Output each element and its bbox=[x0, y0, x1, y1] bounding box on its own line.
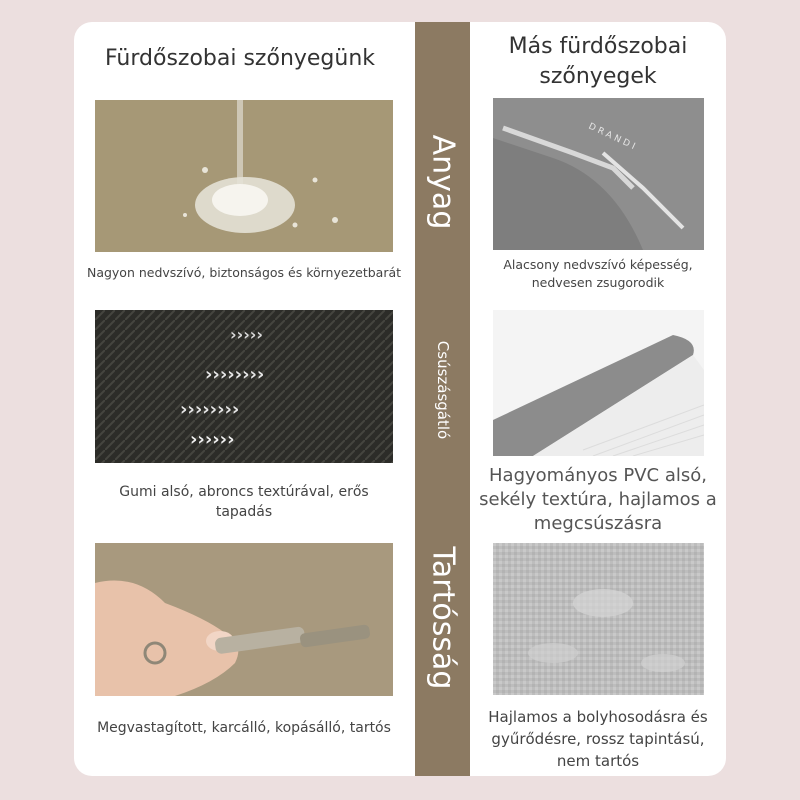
caption-others-durability: Hajlamos a bolyhosodásra és gyűrődésre, rossz tapintású, nem tartós bbox=[488, 708, 708, 770]
pilled-fabric-photo bbox=[493, 543, 704, 695]
pvc-backing-photo bbox=[493, 310, 704, 456]
heading-other-mats: Más fürdőszobai szőnyegek bbox=[508, 34, 688, 89]
water-drop-photo bbox=[95, 100, 393, 252]
category-durability: Tartósság bbox=[425, 546, 460, 690]
caption-ours-anti-slip: Gumi alsó, abroncs textúrával, erős tapadás bbox=[119, 484, 369, 520]
category-material: Anyag bbox=[425, 134, 460, 230]
svg-text:›››››: ››››› bbox=[230, 325, 263, 344]
caption-ours-durability: Megvastagított, karcálló, kopásálló, tartós bbox=[97, 720, 391, 736]
caption-ours-material: Nagyon nedvszívó, biztonságos és környezetbarát bbox=[86, 265, 402, 280]
category-bar bbox=[415, 22, 470, 776]
svg-text:››››››: ›››››› bbox=[190, 429, 235, 450]
gray-mat-folded-photo bbox=[493, 98, 704, 250]
category-anti-slip: Csúszásgátló bbox=[433, 340, 452, 440]
svg-text:DRANDI: DRANDI bbox=[586, 121, 640, 154]
caption-others-anti-slip: Hagyományos PVC alsó, sekély textúra, hajlamos a megcsúszásra bbox=[479, 465, 717, 534]
svg-text:››››››››: ›››››››› bbox=[180, 399, 240, 420]
svg-text:››››››››: ›››››››› bbox=[205, 364, 265, 385]
key-scratch-photo bbox=[95, 543, 393, 696]
caption-others-material: Alacsony nedvszívó képesség, nedvesen zsugorodik bbox=[503, 257, 693, 290]
heading-our-mat: Fürdőszobai szőnyegünk bbox=[104, 46, 376, 71]
tire-texture-photo bbox=[95, 310, 393, 463]
